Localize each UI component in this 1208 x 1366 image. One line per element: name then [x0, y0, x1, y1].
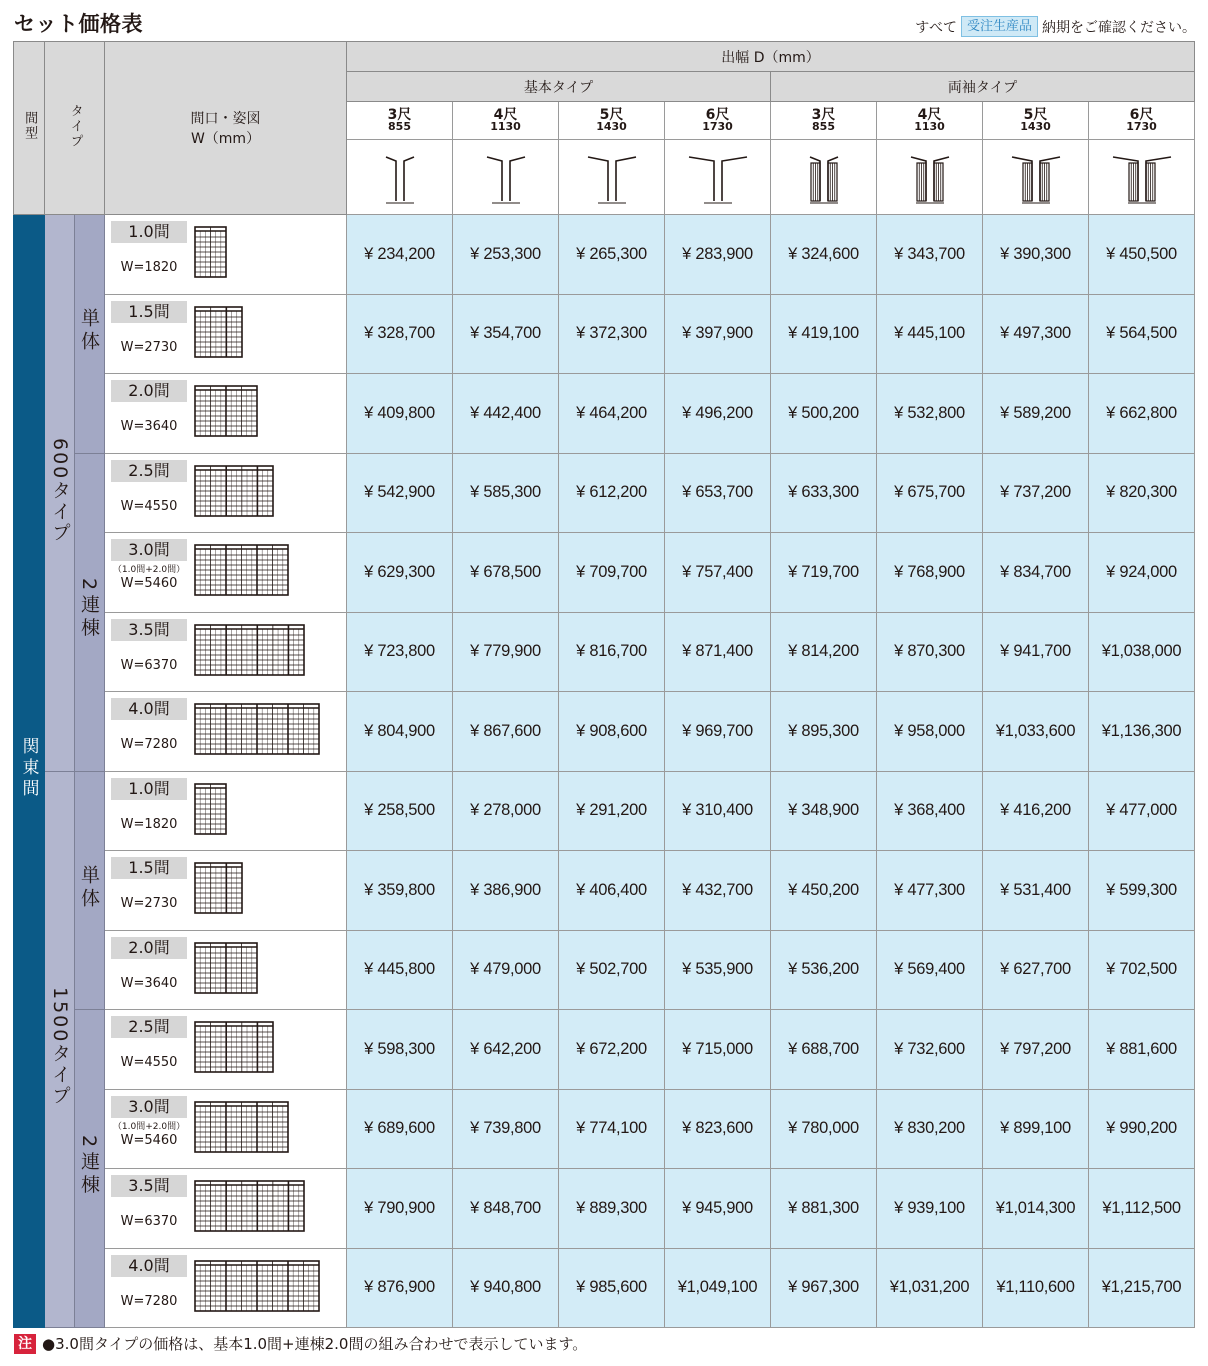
ken-label: 3.5間 [111, 1175, 187, 1197]
price-cell: ¥ 732,600 [877, 1010, 983, 1090]
price-cell: ¥ 310,400 [665, 771, 771, 851]
header-maai: 間型 [14, 42, 45, 215]
width-cell [105, 1010, 347, 1090]
depth-shaku: 3尺 [811, 106, 836, 123]
facade-icon [194, 1100, 289, 1156]
header-basic-type: 基本タイプ [347, 72, 771, 102]
ken-label: 4.0間 [111, 1255, 187, 1277]
price-cell: ¥ 895,300 [771, 692, 877, 772]
table-row [14, 1010, 1195, 1090]
depth-column-header [877, 102, 983, 140]
price-cell: ¥1,031,200 [877, 1248, 983, 1328]
price-cell: ¥ 629,300 [347, 533, 453, 613]
width-mm: W=2730 [120, 339, 178, 355]
price-cell: ¥ 354,700 [453, 294, 559, 374]
price-cell: ¥ 945,900 [665, 1169, 771, 1249]
price-cell: ¥ 739,800 [453, 1089, 559, 1169]
ryosode-profile-icon [1089, 140, 1195, 215]
price-cell: ¥1,038,000 [1089, 612, 1195, 692]
width-mm: W=5460 [120, 1132, 178, 1148]
width-mm: W=4550 [120, 498, 178, 514]
width-mm: W=2730 [120, 896, 178, 911]
width-cell [105, 294, 347, 374]
price-cell: ¥ 599,300 [1089, 851, 1195, 931]
made-to-order-badge: 受注生産品 [961, 16, 1038, 37]
price-cell: ¥ 672,200 [559, 1010, 665, 1090]
table-row [14, 533, 1195, 613]
price-cell: ¥ 709,700 [559, 533, 665, 613]
price-cell: ¥ 278,000 [453, 771, 559, 851]
price-cell: ¥1,033,600 [983, 692, 1089, 772]
table-row [14, 771, 1195, 851]
ryosode-profile-icon [983, 140, 1089, 215]
header-note-suffix: 納期をご確認ください。 [1042, 19, 1196, 36]
width-cell [105, 930, 347, 1010]
price-cell: ¥ 589,200 [983, 374, 1089, 454]
price-cell: ¥ 598,300 [347, 1010, 453, 1090]
facade-icon [194, 1020, 274, 1076]
price-cell: ¥ 585,300 [453, 453, 559, 533]
width-mm: W=4550 [120, 1055, 178, 1070]
price-cell: ¥ 291,200 [559, 771, 665, 851]
depth-mm: 855 [812, 119, 835, 133]
width-cell [105, 215, 347, 295]
depth-column-header [559, 102, 665, 140]
table-row [14, 930, 1195, 1010]
price-cell: ¥1,215,700 [1089, 1248, 1195, 1328]
ken-label: 3.5間 [111, 619, 187, 641]
depth-shaku: 4尺 [917, 106, 942, 123]
price-cell: ¥ 348,900 [771, 771, 877, 851]
depth-mm: 1730 [702, 119, 733, 133]
basic-profile-icon [347, 140, 453, 215]
price-cell: ¥ 899,100 [983, 1089, 1089, 1169]
price-cell: ¥ 653,700 [665, 453, 771, 533]
price-cell: ¥ 941,700 [983, 612, 1089, 692]
price-cell: ¥ 496,200 [665, 374, 771, 454]
price-cell: ¥ 569,400 [877, 930, 983, 1010]
price-cell: ¥ 450,200 [771, 851, 877, 931]
ken-label: 1.5間 [111, 857, 187, 879]
price-cell: ¥ 715,000 [665, 1010, 771, 1090]
depth-mm: 1430 [1020, 119, 1051, 133]
ken-label: 2.0間 [111, 937, 187, 959]
depth-mm: 855 [388, 119, 411, 133]
depth-shaku: 5尺 [599, 106, 624, 123]
width-cell [105, 453, 347, 533]
price-cell: ¥ 779,900 [453, 612, 559, 692]
price-cell: ¥ 445,800 [347, 930, 453, 1010]
price-cell: ¥ 689,600 [347, 1089, 453, 1169]
width-mm: W=7280 [120, 737, 178, 752]
kanto-label: 関東間 [14, 215, 45, 1328]
type-label: 600タイプ [45, 215, 75, 772]
depth-column-header [347, 102, 453, 140]
header-note-prefix: すべて [915, 19, 957, 36]
header-note [915, 16, 1196, 37]
width-cell [105, 612, 347, 692]
depth-column-header [453, 102, 559, 140]
table-row [14, 1248, 1195, 1328]
width-cell [105, 533, 347, 613]
price-cell: ¥ 723,800 [347, 612, 453, 692]
table-row [14, 294, 1195, 374]
price-cell: ¥ 834,700 [983, 533, 1089, 613]
depth-shaku: 5尺 [1023, 106, 1048, 123]
price-cell: ¥ 830,200 [877, 1089, 983, 1169]
price-cell: ¥ 633,300 [771, 453, 877, 533]
basic-profile-icon [453, 140, 559, 215]
subtype-label: 単体 [75, 771, 105, 1010]
table-row [14, 1089, 1195, 1169]
ken-label: 3.0間 [111, 1096, 187, 1118]
price-cell: ¥ 328,700 [347, 294, 453, 374]
price-cell: ¥ 642,200 [453, 1010, 559, 1090]
price-cell: ¥ 406,400 [559, 851, 665, 931]
price-cell: ¥ 790,900 [347, 1169, 453, 1249]
price-cell: ¥ 419,100 [771, 294, 877, 374]
price-table [13, 41, 1195, 1328]
price-cell: ¥ 500,200 [771, 374, 877, 454]
width-mm: W=6370 [120, 1214, 178, 1229]
price-cell: ¥ 804,900 [347, 692, 453, 772]
price-cell: ¥ 258,500 [347, 771, 453, 851]
price-cell: ¥ 967,300 [771, 1248, 877, 1328]
price-cell: ¥ 477,300 [877, 851, 983, 931]
price-cell: ¥ 908,600 [559, 692, 665, 772]
price-cell: ¥ 416,200 [983, 771, 1089, 851]
depth-column-header [1089, 102, 1195, 140]
width-mm: W=3640 [120, 419, 178, 434]
table-row [14, 612, 1195, 692]
table-row [14, 453, 1195, 533]
subtype-label: 2連棟 [75, 1010, 105, 1328]
facade-icon [194, 305, 243, 361]
price-cell: ¥ 820,300 [1089, 453, 1195, 533]
price-cell: ¥ 969,700 [665, 692, 771, 772]
facade-icon [194, 225, 227, 281]
header-width: 間口・姿図 W（mm） [105, 42, 347, 215]
facade-icon [194, 702, 320, 758]
depth-mm: 1130 [914, 119, 945, 133]
depth-shaku: 6尺 [1129, 106, 1154, 123]
price-cell: ¥ 780,000 [771, 1089, 877, 1169]
width-cell [105, 1169, 347, 1249]
table-row [14, 692, 1195, 772]
price-cell: ¥ 390,300 [983, 215, 1089, 295]
facade-icon [194, 782, 227, 838]
header-ryosode-type: 両袖タイプ [771, 72, 1195, 102]
price-cell: ¥ 532,800 [877, 374, 983, 454]
facade-icon [194, 861, 243, 917]
price-cell: ¥ 924,000 [1089, 533, 1195, 613]
price-cell: ¥ 678,500 [453, 533, 559, 613]
price-cell: ¥ 497,300 [983, 294, 1089, 374]
price-cell: ¥ 397,900 [665, 294, 771, 374]
ken-label: 3.0間 [111, 539, 187, 561]
price-cell: ¥ 889,300 [559, 1169, 665, 1249]
facade-icon [194, 464, 274, 520]
price-cell: ¥ 359,800 [347, 851, 453, 931]
price-cell: ¥ 477,000 [1089, 771, 1195, 851]
price-cell: ¥ 535,900 [665, 930, 771, 1010]
price-cell: ¥1,049,100 [665, 1248, 771, 1328]
price-cell: ¥ 442,400 [453, 374, 559, 454]
width-mm: W=1820 [120, 260, 178, 275]
price-cell: ¥ 814,200 [771, 612, 877, 692]
subtype-label: 2連棟 [75, 453, 105, 771]
price-cell: ¥ 702,500 [1089, 930, 1195, 1010]
price-cell: ¥ 612,200 [559, 453, 665, 533]
table-row [14, 374, 1195, 454]
price-cell: ¥ 737,200 [983, 453, 1089, 533]
depth-column-header [983, 102, 1089, 140]
price-cell: ¥ 343,700 [877, 215, 983, 295]
width-mm: W=6370 [120, 657, 178, 673]
width-mm: W=5460 [120, 576, 178, 591]
width-cell [105, 851, 347, 931]
header-depth: 出幅 D（mm） [347, 42, 1195, 72]
price-cell: ¥ 324,600 [771, 215, 877, 295]
price-cell: ¥1,136,300 [1089, 692, 1195, 772]
price-cell: ¥ 368,400 [877, 771, 983, 851]
width-mm: W=1820 [120, 816, 178, 832]
ken-label: 2.5間 [111, 460, 187, 482]
basic-profile-icon [559, 140, 665, 215]
price-cell: ¥ 823,600 [665, 1089, 771, 1169]
combo-label: （1.0間+2.0間） [112, 565, 186, 575]
price-cell: ¥ 816,700 [559, 612, 665, 692]
page-title: セット価格表 [14, 12, 143, 36]
price-cell: ¥ 881,600 [1089, 1010, 1195, 1090]
price-cell: ¥ 464,200 [559, 374, 665, 454]
width-cell [105, 692, 347, 772]
facade-icon [194, 623, 305, 679]
price-cell: ¥ 719,700 [771, 533, 877, 613]
facade-icon [194, 1259, 320, 1315]
price-cell: ¥ 409,800 [347, 374, 453, 454]
ryosode-profile-icon [877, 140, 983, 215]
price-cell: ¥ 940,800 [453, 1248, 559, 1328]
price-cell: ¥ 445,100 [877, 294, 983, 374]
facade-icon [194, 941, 258, 997]
ken-label: 2.5間 [111, 1016, 187, 1038]
ken-label: 1.0間 [111, 778, 187, 800]
note-badge: 注 [14, 1334, 36, 1354]
depth-column-header [771, 102, 877, 140]
header-type: タイプ [45, 42, 105, 215]
ken-label: 1.0間 [111, 221, 187, 243]
width-mm: W=3640 [120, 975, 178, 991]
table-row [14, 851, 1195, 931]
price-cell: ¥ 881,300 [771, 1169, 877, 1249]
footnote [14, 1333, 587, 1354]
price-cell: ¥ 432,700 [665, 851, 771, 931]
price-cell: ¥ 990,200 [1089, 1089, 1195, 1169]
price-cell: ¥ 564,500 [1089, 294, 1195, 374]
price-cell: ¥ 867,600 [453, 692, 559, 772]
table-row [14, 215, 1195, 295]
width-cell [105, 374, 347, 454]
price-cell: ¥ 542,900 [347, 453, 453, 533]
price-cell: ¥ 797,200 [983, 1010, 1089, 1090]
price-cell: ¥ 502,700 [559, 930, 665, 1010]
depth-shaku: 4尺 [493, 106, 518, 123]
price-cell: ¥1,112,500 [1089, 1169, 1195, 1249]
combo-label: （1.0間+2.0間） [112, 1121, 186, 1132]
width-cell [105, 1089, 347, 1169]
ken-label: 2.0間 [111, 380, 187, 402]
ryosode-profile-icon [771, 140, 877, 215]
depth-mm: 1130 [490, 119, 521, 133]
price-cell: ¥ 768,900 [877, 533, 983, 613]
price-cell: ¥1,014,300 [983, 1169, 1089, 1249]
price-cell: ¥ 283,900 [665, 215, 771, 295]
type-label: 1500タイプ [45, 771, 75, 1328]
price-cell: ¥1,110,600 [983, 1248, 1089, 1328]
price-cell: ¥ 876,900 [347, 1248, 453, 1328]
price-cell: ¥ 253,300 [453, 215, 559, 295]
depth-column-header [665, 102, 771, 140]
facade-icon [194, 384, 258, 440]
table-row [14, 1169, 1195, 1249]
price-cell: ¥ 688,700 [771, 1010, 877, 1090]
facade-icon [194, 543, 289, 599]
price-cell: ¥ 871,400 [665, 612, 771, 692]
price-cell: ¥ 234,200 [347, 215, 453, 295]
depth-mm: 1430 [596, 119, 627, 133]
price-cell: ¥ 627,700 [983, 930, 1089, 1010]
price-cell: ¥ 958,000 [877, 692, 983, 772]
basic-profile-icon [665, 140, 771, 215]
price-cell: ¥ 372,300 [559, 294, 665, 374]
footnote-text: ●3.0間タイプの価格は、基本1.0間+連棟2.0間の組み合わせで表示しています。 [42, 1335, 588, 1353]
width-mm: W=7280 [120, 1293, 178, 1309]
width-cell [105, 1248, 347, 1328]
price-cell: ¥ 450,500 [1089, 215, 1195, 295]
depth-shaku: 6尺 [705, 106, 730, 123]
price-cell: ¥ 536,200 [771, 930, 877, 1010]
facade-icon [194, 1179, 305, 1235]
price-cell: ¥ 774,100 [559, 1089, 665, 1169]
ken-label: 1.5間 [111, 301, 187, 323]
depth-shaku: 3尺 [387, 106, 412, 123]
width-cell [105, 771, 347, 851]
price-cell: ¥ 531,400 [983, 851, 1089, 931]
subtype-label: 単体 [75, 215, 105, 454]
price-cell: ¥ 265,300 [559, 215, 665, 295]
price-cell: ¥ 386,900 [453, 851, 559, 931]
price-cell: ¥ 662,800 [1089, 374, 1195, 454]
price-cell: ¥ 675,700 [877, 453, 983, 533]
depth-mm: 1730 [1126, 119, 1157, 133]
price-cell: ¥ 848,700 [453, 1169, 559, 1249]
price-cell: ¥ 479,000 [453, 930, 559, 1010]
price-cell: ¥ 939,100 [877, 1169, 983, 1249]
price-cell: ¥ 870,300 [877, 612, 983, 692]
ken-label: 4.0間 [111, 698, 187, 720]
price-cell: ¥ 985,600 [559, 1248, 665, 1328]
price-cell: ¥ 757,400 [665, 533, 771, 613]
